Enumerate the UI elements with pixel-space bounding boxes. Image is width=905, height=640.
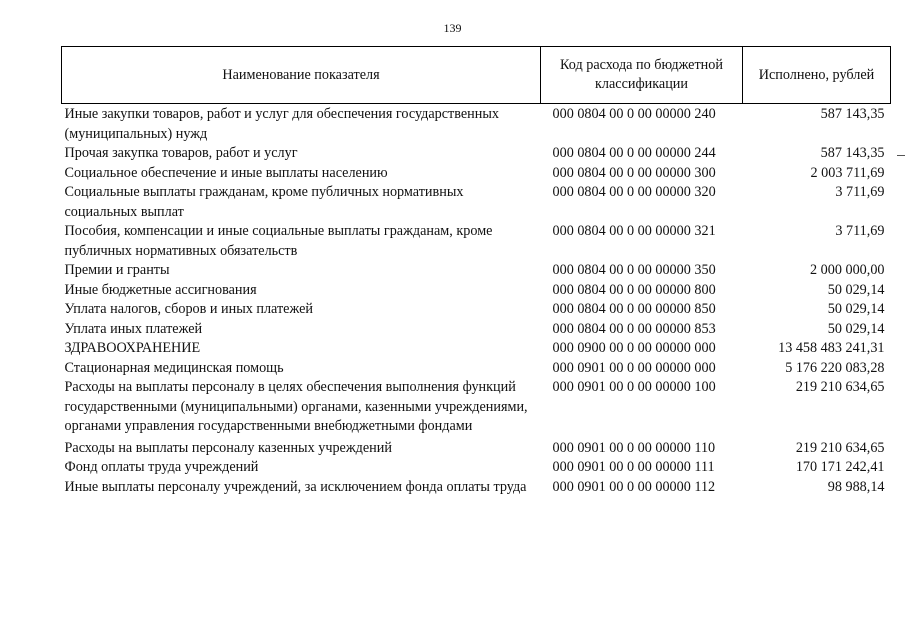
expense-code: 000 0804 00 0 00 00000 850 [552,301,716,317]
expense-code: 000 0804 00 0 00 00000 853 [552,320,716,337]
header-indicator-name: Наименование показателя [62,47,541,104]
table-row [62,339,891,359]
expense-code: 000 0900 00 0 00 00000 000 [552,340,716,356]
indicator-name: Иные закупки товаров, работ и услуг для обеспечения государственных (муниципальных) нужд [64,106,499,142]
table-row [62,300,891,320]
indicator-name: Расходы на выплаты персоналу казенных учреждений [64,439,392,456]
table-row [62,183,891,222]
expense-code: 000 0804 00 0 00 00000 244 [552,145,716,161]
indicator-name: Иные бюджетные ассигнования [64,281,257,298]
executed-amount: 3 711,69 [835,223,885,239]
indicator-name: Социальные выплаты гражданам, кроме публичных нормативных социальных выплат [64,184,464,220]
table-row [62,437,891,459]
table-header-row [62,47,891,104]
header-expense-code: Код расхода по бюджетной классификации [541,47,743,104]
expense-code: 000 0901 00 0 00 00000 111 [552,459,715,475]
expense-code: 000 0804 00 0 00 00000 800 [552,281,716,298]
indicator-name: Социальное обеспечение и иные выплаты населению [64,164,388,181]
table-row [62,104,891,145]
indicator-name: Уплата иных платежей [64,320,203,337]
expense-code: 000 0804 00 0 00 00000 320 [552,184,716,200]
table-row [62,359,891,379]
executed-amount: 170 171 242,41 [795,459,885,475]
expense-code: 000 0901 00 0 00 00000 110 [552,439,716,456]
table-row [62,261,891,281]
expense-code: 000 0901 00 0 00 00000 112 [552,478,716,495]
table-row [62,222,891,261]
table-row [62,378,891,437]
table-row [62,281,891,301]
expense-code: 000 0804 00 0 00 00000 321 [552,223,716,239]
executed-amount: 219 210 634,65 [795,379,885,395]
executed-amount: 3 711,69 [835,184,885,200]
table-row [62,458,891,478]
table-row [62,478,891,498]
margin-dash [897,155,905,156]
indicator-name: Прочая закупка товаров, работ и услуг [64,145,298,161]
indicator-name: ЗДРАВООХРАНЕНИЕ [64,340,201,356]
indicator-name: Пособия, компенсации и иные социальные выплаты гражданам, кроме публичных нормативных обязательств [64,223,493,259]
table-row [62,320,891,340]
executed-amount: 2 003 711,69 [810,164,885,181]
expense-code: 000 0804 00 0 00 00000 350 [552,262,716,278]
expense-code: 000 0804 00 0 00 00000 240 [552,106,716,122]
executed-amount: 219 210 634,65 [795,439,885,456]
page-number: 139 [443,21,462,35]
executed-amount: 50 029,14 [827,320,885,337]
table-row [62,144,891,164]
expense-code: 000 0901 00 0 00 00000 000 [552,359,716,376]
indicator-name: Стационарная медицинская помощь [64,359,284,376]
executed-amount: 50 029,14 [827,301,885,317]
indicator-name: Премии и гранты [64,262,170,278]
executed-amount: 2 000 000,00 [810,262,885,278]
expense-code: 000 0901 00 0 00 00000 100 [552,379,716,395]
executed-amount: 98 988,14 [827,478,885,495]
indicator-name: Расходы на выплаты персоналу в целях обеспечения выполнения функций государственными (муниципальными) органами, казенными учреждениями, органами управления государственными внебюджетными фондами [64,379,528,434]
indicator-name: Иные выплаты персоналу учреждений, за исключением фонда оплаты труда [64,478,527,495]
table-row [62,164,891,184]
executed-amount: 587 143,35 [820,106,885,122]
expense-code: 000 0804 00 0 00 00000 300 [552,164,716,181]
executed-amount: 5 176 220 083,28 [785,359,885,376]
budget-execution-table [61,46,891,497]
indicator-name: Уплата налогов, сборов и иных платежей [64,301,313,317]
indicator-name: Фонд оплаты труда учреждений [64,459,259,475]
executed-amount: 13 458 483 241,31 [778,340,885,356]
header-executed-amount: Исполнено, рублей [743,47,891,104]
executed-amount: 50 029,14 [827,281,885,298]
executed-amount: 587 143,35 [820,145,885,161]
